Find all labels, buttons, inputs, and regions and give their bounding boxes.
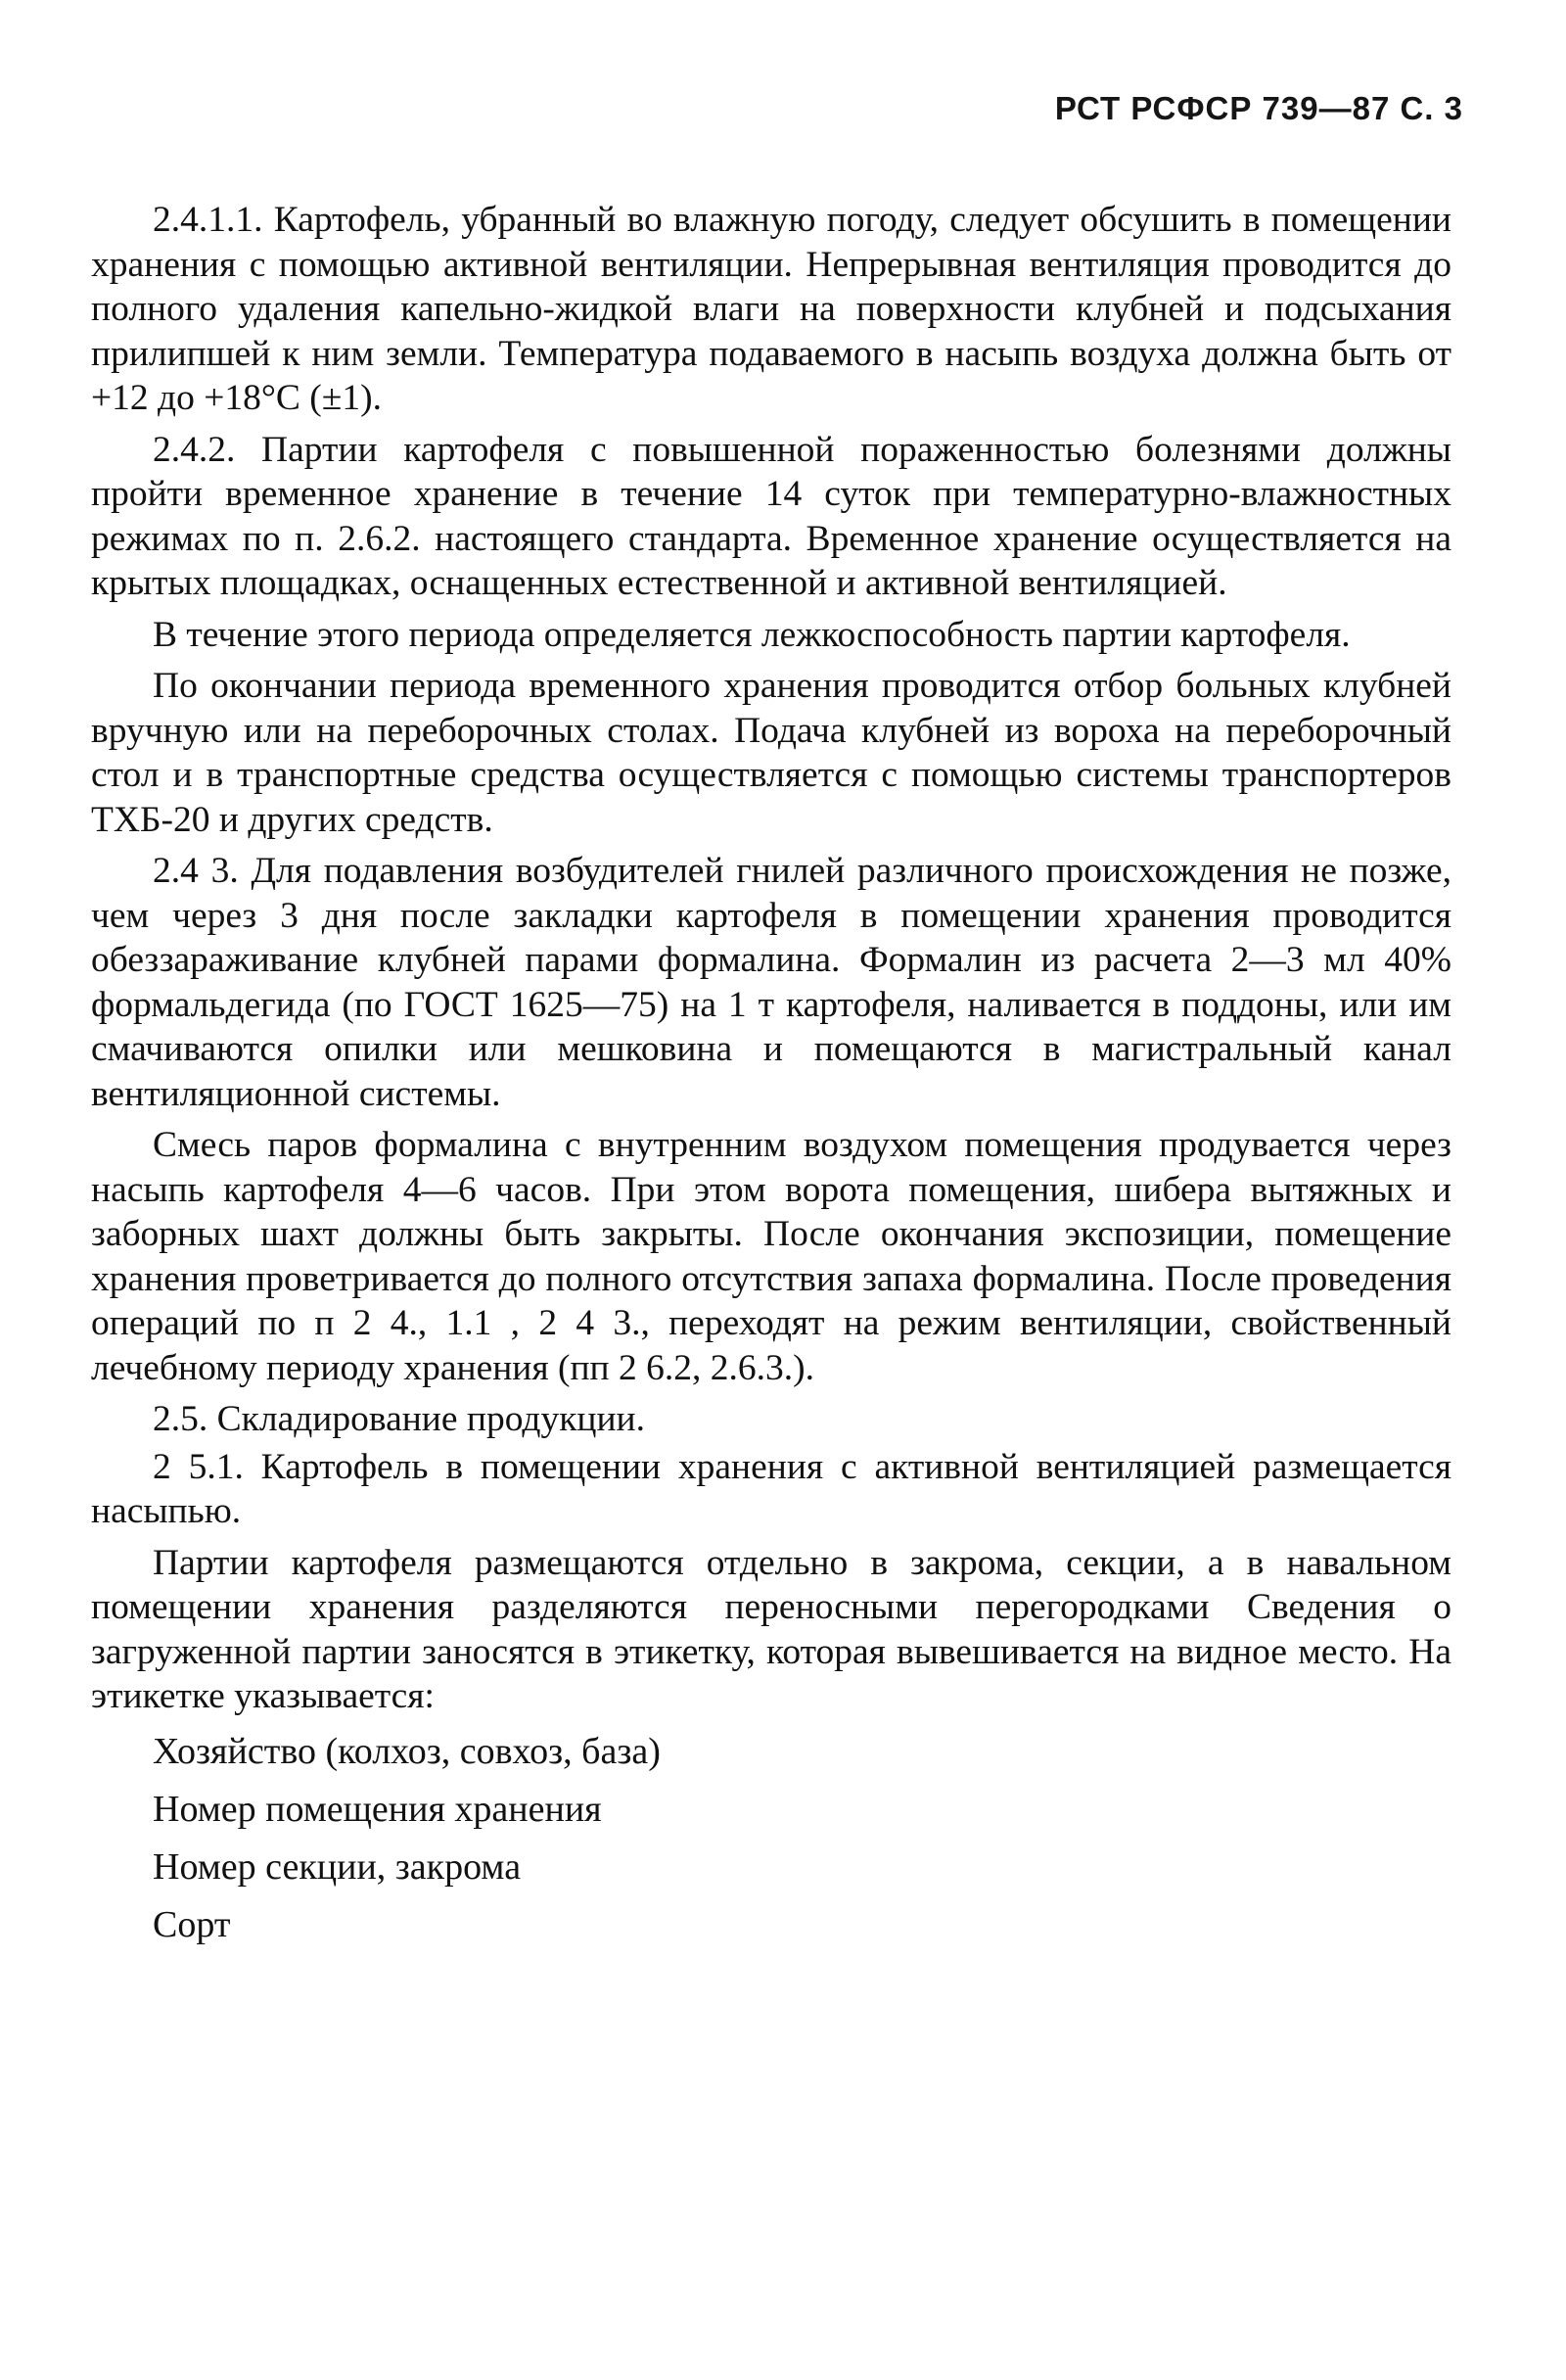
document-body — [91, 198, 1451, 1957]
page-header: РСТ РСФСР 739—87 С. 3 — [1054, 90, 1463, 126]
section-heading-2-5: 2.5. Складирование продукции. — [153, 1399, 645, 1439]
list-item-room-number: Номер помещения хранения — [153, 1788, 602, 1830]
paragraph-2-5-1: 2 5.1. Картофель в помещении хранения с активной вентиляцией размещается насыпью. — [91, 1446, 1451, 1531]
paragraph-2-4-1-1: 2.4.1.1. Картофель, убранный во влажную погоду, следует обсушить в помещении хранения с помощью активной вентиляции. Непрерывная вентиляция проводится до полного удаления капельно-жидкой влаги на поверхности клубней и подсыхания прилипшей к ним земли. Температура подаваемого в насыпь воздуха должна быть от +12 до +18°С (±1). — [91, 200, 1451, 418]
list-item-variety: Сорт — [153, 1903, 231, 1945]
paragraph-2-4-3: 2.4 3. Для подавления возбудителей гнилей различного происхождения не позже, чем через 3 дня после закладки картофеля в помещении хранения проводится обеззараживание клубней парами формалина. Формалин из расчета 2—3 мл 40% формальдегида (по ГОСТ 1625—75) на 1 т картофеля, наливается в поддоны, или им смачиваются опилки или мешковина и помещаются в магистральный канал вентиляционной системы. — [91, 851, 1451, 1114]
paragraph-2-4-2: 2.4.2. Партии картофеля с повышенной пораженностью болезнями должны пройти временное хранение в течение 14 суток при температурно-влажностных режимах по п. 2.6.2. настоящего стандарта. Временное хранение осуществляется на крытых площадках, оснащенных естественной и активной вентиляцией. — [91, 429, 1451, 603]
list-item-section-number: Номер секции, закрома — [153, 1845, 522, 1888]
label-fields-list — [91, 1726, 1451, 1951]
paragraph-label-info: Партии картофеля размещаются отдельно в закрома, секции, а в навальном помещении хранения разделяются переносными перегородками Сведения о загруженной партии заносятся в этикетку, которая вывешивается на видное место. На этикетке указывается: — [91, 1542, 1451, 1716]
paragraph-formalin-mixture: Смесь паров формалина с внутренним воздухом помещения продувается через насыпь картофеля 4—6 часов. При этом ворота помещения, шибера вытяжных и заборных шахт должны быть закрыты. После окончания экспозиции, помещение хранения проветривается до полного отсутствия запаха формалина. После проведения операций по п 2 4., 1.1 , 2 4 3., переходят на режим вентиляции, свойственный лечебному периоду хранения (пп 2 6.2, 2.6.3.). — [91, 1125, 1451, 1388]
paragraph-sorting: По окончании периода временного хранения проводится отбор больных клубней вручную или на переборочных столах. Подача клубней из вороха на переборочный стол и в транспортные средства осуществляется с помощью системы транспортеров ТХБ-20 и других средств. — [91, 666, 1451, 840]
list-item-farm: Хозяйство (колхоз, совхоз, база) — [153, 1730, 661, 1772]
paragraph-storage-period: В течение этого периода определяется лежкоспособность партии картофеля. — [153, 614, 1351, 655]
